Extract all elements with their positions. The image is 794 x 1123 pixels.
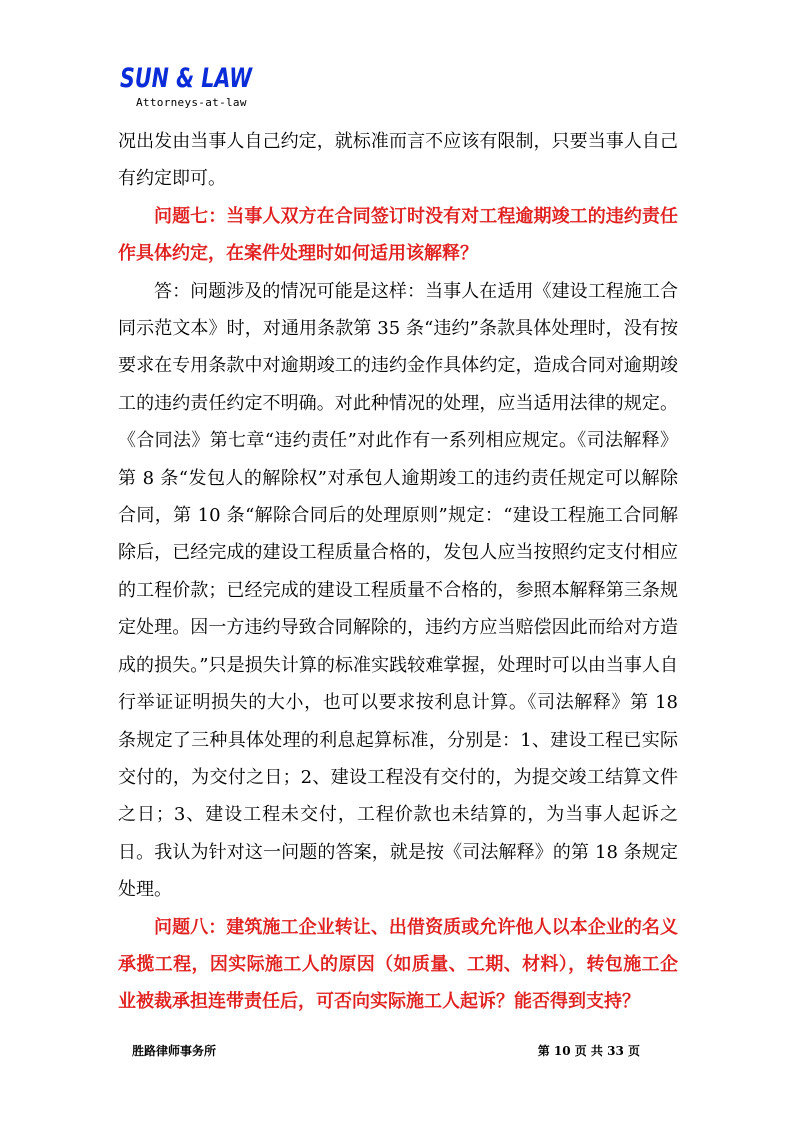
answer-seven: 答：问题涉及的情况可能是这样：当事人在适用《建设工程施工合同示范文本》时，对通用条款第 35 条“违约”条款具体处理时，没有按要求在专用条款中对逾期竣工的违约金作具体约定，造成合同对逾期竣工的违约责任约定不明确。对此种情况的处理，应当适用法律的规定。《合同法》第七章“违约责任”对此作有一系列相应规定。《司法解释》第 8 条“发包人的解除权”对承包人逾期竣工的违约责任规定可以解除合同，第 10 条“解除合同后的处理原则”规定：“建设工程施工合同解除后，已经完成的建设工程质量合格的，发包人应当按照约定支付相应的工程价款；已经完成的建设工程质量不合格的，参照本解释第三条规定处理。因一方违约导致合同解除的，违约方应当赔偿因此而给对方造成的损失。”只是损失计算的标准实践较难掌握，处理时可以由当事人自行举证证明损失的大小，也可以要求按利息计算。《司法解释》第 18 条规定了三种具体处理的利息起算标准，分别是：1、建设工程已实际交付的，为交付之日；2、建设工程没有交付的，为提交竣工结算文件之日；3、建设工程未交付，工程价款也未结算的，为当事人起诉之日。我认为针对这一问题的答案，就是按《司法解释》的第 18 条规定处理。: [118, 280, 678, 901]
question-eight: 问题八：建筑施工企业转让、出借资质或允许他人以本企业的名义承揽工程，因实际施工人的原因（如质量、工期、材料），转包施工企业被裁承担连带责任后，可否向实际施工人起诉？能否得到支持？: [118, 916, 678, 1013]
paragraph-continuation: 况出发由当事人自己约定，就标准而言不应该有限制，只要当事人自己有约定即可。: [118, 131, 678, 190]
logo-text: SUN & LAW: [120, 63, 253, 94]
question-seven: 问题七：当事人双方在合同签订时没有对工程逾期竣工的违约责任作具体约定，在案件处理时如何适用该解释？: [118, 205, 678, 265]
footer-firm-name: 胜路律师事务所: [132, 1044, 217, 1058]
logo-subtitle: Attorneys-at-law: [136, 96, 247, 109]
footer-page-number: 第 10 页 共 33 页: [537, 1044, 640, 1058]
document-body: [118, 123, 678, 1021]
logo: [120, 62, 254, 92]
